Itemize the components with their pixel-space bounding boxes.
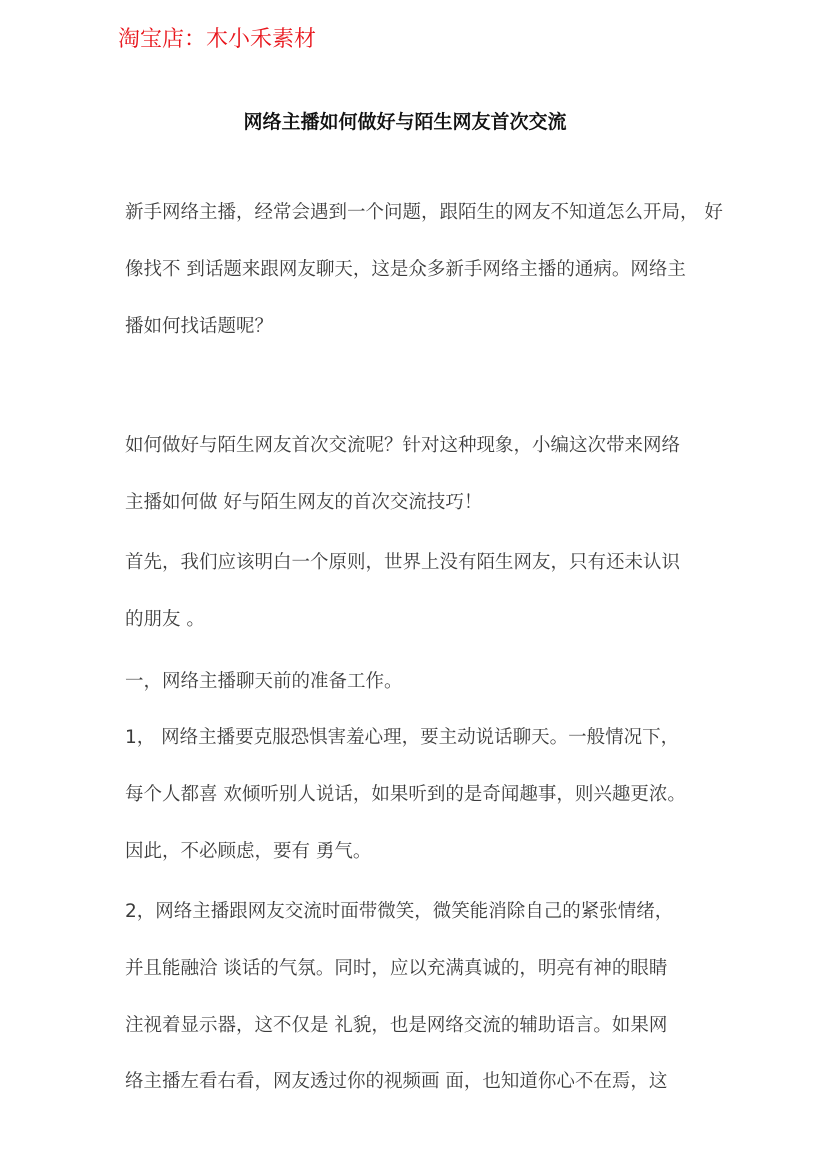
text-line: 络主播左看右看，网友透过你的视频画 面，也知道你心不在焉，这: [125, 1071, 668, 1092]
text-line: 一，网络主播聊天前的准备工作。: [125, 671, 403, 692]
shop-label: 淘宝店：木小禾素材: [118, 27, 317, 52]
text-line: 每个人都喜 欢倾听别人说话，如果听到的是奇闻趣事，则兴趣更浓。: [125, 784, 686, 805]
text-line: 主播如何做 好与陌生网友的首次交流技巧！: [125, 492, 483, 513]
text-line: 因此，不必顾虑，要有 勇气。: [125, 841, 372, 862]
text-line: 像找不 到话题来跟网友聊天，这是众多新手网络主播的通病。网络主: [125, 259, 686, 280]
text-line: 2，网络主播跟网友交流时面带微笑，微笑能消除自己的紧张情绪，: [125, 901, 674, 922]
text-line: 的朋友 。: [125, 609, 205, 630]
document-title: 网络主播如何做好与陌生网友首次交流: [243, 111, 567, 133]
text-line: 播如何找话题呢？: [125, 316, 274, 337]
text-line: 如何做好与陌生网友首次交流呢？针对这种现象，小编这次带来网络: [125, 435, 681, 456]
text-line: 1， 网络主播要克服恐惧害羞心理，要主动说话聊天。一般情况下，: [125, 727, 680, 748]
text-line: 并且能融洽 谈话的气氛。同时，应以充满真诚的，明亮有神的眼睛: [125, 958, 668, 979]
text-line: 新手网络主播，经常会遇到一个问题，跟陌生的网友不知道怎么开局， 好: [125, 202, 723, 223]
text-line: 注视着显示器，这不仅是 礼貌，也是网络交流的辅助语言。如果网: [125, 1015, 668, 1036]
text-line: 首先，我们应该明白一个原则，世界上没有陌生网友，只有还未认识: [125, 552, 681, 573]
